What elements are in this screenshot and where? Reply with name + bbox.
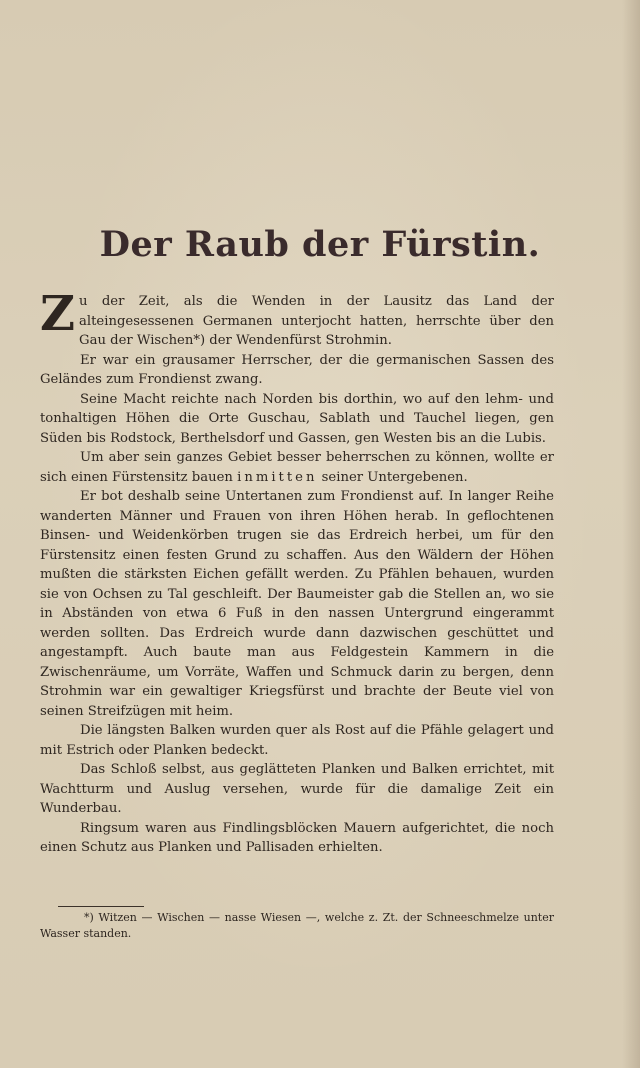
paragraph-3: Seine Macht reichte nach Norden bis dorthin, wo auf den lehm- und tonhaltigen Höhen die Orte Guschau, Sablath und Tauchel liegen, gen Süden bis Rodstock, Berthelsdorf und Gassen, gen Westen bis an die Lubis. bbox=[40, 391, 554, 446]
paragraph-4-end: seiner Untergebenen. bbox=[321, 469, 468, 485]
paragraph-1: Zu der Zeit, als die Wenden in der Lausitz das Land der alteingesessenen Germanen unterjocht hatten, herrschte über den Gau der Wischen*) der Wendenfürst Strohmin. bbox=[40, 286, 554, 348]
paragraph-8: Ringsum waren aus Findlingsblöcken Mauern aufgerichtet, die noch einen Schutz aus Planken und Pallisaden erhielten. bbox=[40, 820, 554, 855]
chapter-title: Der Raub der Fürstin. bbox=[99, 224, 541, 265]
spaced-word: inmitten bbox=[237, 469, 318, 485]
page-edge-shadow bbox=[622, 0, 640, 1068]
footnote: *) Witzen — Wischen — nasse Wiesen —, welche z. Zt. der Schneeschmelze unter Wasser standen. bbox=[40, 911, 554, 940]
footnote-rule bbox=[58, 906, 144, 907]
paragraph-4 bbox=[40, 448, 554, 487]
paragraph-5: Er bot deshalb seine Untertanen zum Frondienst auf. In langer Reihe wanderten Männer und Frauen von ihren Höhen herab. In geflochtenen Binsen- und Weidenkörben trugen sie das Erdreich herbei, um für den Fürstensitz einen festen Grund zu schaffen. Aus den Wäldern der Höhen mußten die stärksten Eichen gefällt werden. Zu Pfählen behauen, wurden sie von Ochsen zu Tal geschleift. Der Baumeister gab die Stellen an, wo sie in Abständen von etwa 6 Fuß in den nassen Untergrund eingerammt werden sollten. Das Erdreich wurde dann dazwischen geschüttet und angestampft. Auch baute man aus Feldgestein Kammern in die Zwischenräume, um Vorräte, Waffen und Schmuck darin zu bergen, denn Strohmin war ein gewaltiger Kriegsfürst und brachte der Beute viel von seinen Streifzügen mit heim. bbox=[40, 489, 554, 719]
paragraph-6: Die längsten Balken wurden quer als Rost auf die Pfähle gelagert und mit Estrich oder Planken bedeckt. bbox=[40, 723, 554, 758]
paragraph-7: Das Schloß selbst, aus geglätteten Planken und Balken errichtet, mit Wachtturm und Auslug versehen, wurde für die damalige Zeit ein Wunderbau. bbox=[40, 762, 554, 816]
paragraph-2: Er war ein grausamer Herrscher, der die germanischen Sassen des Geländes zum Frondienst zwang. bbox=[40, 352, 554, 387]
paragraph-4-start: Um aber sein ganzes Gebiet besser beherrschen zu können, wollte er sich einen Fürstensitz bauen bbox=[40, 450, 554, 485]
body-text bbox=[40, 286, 554, 858]
